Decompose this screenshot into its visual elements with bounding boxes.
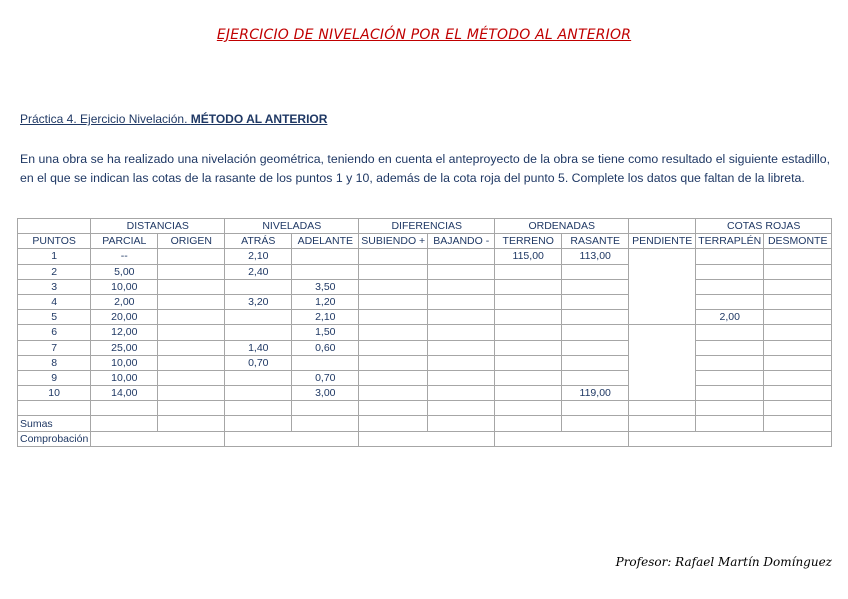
cell-parcial: 10,00 — [91, 355, 158, 370]
blank-cell — [629, 219, 696, 234]
cell-subiendo — [359, 370, 428, 385]
table-row — [18, 370, 832, 385]
cell-rasante — [562, 310, 629, 325]
cell-terreno — [495, 386, 562, 401]
practice-subtitle — [20, 112, 327, 126]
sum-cell — [292, 416, 359, 431]
cell-terraplen: 2,00 — [696, 310, 764, 325]
sumas-row — [18, 416, 832, 431]
col-puntos: PUNTOS — [18, 234, 91, 249]
blank-cell — [18, 401, 91, 416]
cell-adelante: 0,70 — [292, 370, 359, 385]
cell-terreno — [495, 370, 562, 385]
col-pendiente: PENDIENTE — [629, 234, 696, 249]
group-distancias: DISTANCIAS — [91, 219, 225, 234]
cell-origen — [158, 279, 225, 294]
table-row — [18, 310, 832, 325]
check-cell — [495, 431, 629, 446]
cell-bajando — [428, 355, 495, 370]
cell-atras: 1,40 — [225, 340, 292, 355]
cell-bajando — [428, 310, 495, 325]
cell-rasante — [562, 279, 629, 294]
cell-parcial: 10,00 — [91, 279, 158, 294]
cell-terreno — [495, 325, 562, 340]
cell-origen — [158, 370, 225, 385]
cell-terreno — [495, 294, 562, 309]
cell-terraplen — [696, 355, 764, 370]
blank-cell — [696, 401, 764, 416]
cell-parcial: 14,00 — [91, 386, 158, 401]
blank-cell — [91, 401, 158, 416]
cell-terraplen — [696, 264, 764, 279]
cell-terraplen — [696, 325, 764, 340]
cell-subiendo — [359, 325, 428, 340]
cell-rasante: 113,00 — [562, 249, 629, 264]
cell-adelante: 1,20 — [292, 294, 359, 309]
blank-cell — [428, 401, 495, 416]
cell-subiendo — [359, 279, 428, 294]
cell-rasante — [562, 264, 629, 279]
document-title: EJERCICIO DE NIVELACIÓN POR EL MÉTODO AL ANTERIOR — [216, 27, 632, 43]
cell-bajando — [428, 370, 495, 385]
cell-parcial: 5,00 — [91, 264, 158, 279]
cell-desmonte — [764, 294, 832, 309]
sum-cell — [359, 416, 428, 431]
check-cell — [91, 431, 225, 446]
cell-terraplen — [696, 340, 764, 355]
cell-subiendo — [359, 310, 428, 325]
sum-cell — [428, 416, 495, 431]
cell-atras — [225, 310, 292, 325]
col-parcial: PARCIAL — [91, 234, 158, 249]
cell-parcial: -- — [91, 249, 158, 264]
cell-rasante — [562, 340, 629, 355]
cell-rasante — [562, 370, 629, 385]
sum-cell — [696, 416, 764, 431]
cell-adelante: 3,50 — [292, 279, 359, 294]
cell-pendiente-2 — [629, 325, 696, 401]
cell-terreno: 115,00 — [495, 249, 562, 264]
professor-signature: Profesor: Rafael Martín Domínguez — [615, 555, 832, 569]
sum-cell — [562, 416, 629, 431]
cell-punto: 5 — [18, 310, 91, 325]
cell-adelante — [292, 264, 359, 279]
cell-atras: 2,10 — [225, 249, 292, 264]
cell-desmonte — [764, 370, 832, 385]
cell-desmonte — [764, 310, 832, 325]
cell-adelante: 3,00 — [292, 386, 359, 401]
cell-pendiente-1 — [629, 249, 696, 325]
cell-origen — [158, 325, 225, 340]
cell-desmonte — [764, 264, 832, 279]
col-rasante: RASANTE — [562, 234, 629, 249]
sum-cell — [495, 416, 562, 431]
blank-cell — [629, 401, 696, 416]
cell-adelante: 0,60 — [292, 340, 359, 355]
spacer-row — [18, 401, 832, 416]
col-subiendo: SUBIENDO + — [359, 234, 428, 249]
cell-desmonte — [764, 386, 832, 401]
sum-cell — [764, 416, 832, 431]
sum-cell — [91, 416, 158, 431]
cell-bajando — [428, 386, 495, 401]
check-cell — [225, 431, 359, 446]
cell-punto: 4 — [18, 294, 91, 309]
cell-terreno — [495, 279, 562, 294]
subtitle-prefix: Práctica 4. Ejercicio Nivelación. — [20, 112, 191, 126]
cell-adelante: 2,10 — [292, 310, 359, 325]
cell-terraplen — [696, 294, 764, 309]
cell-subiendo — [359, 294, 428, 309]
cell-origen — [158, 310, 225, 325]
cell-desmonte — [764, 325, 832, 340]
blank-cell — [562, 401, 629, 416]
col-terreno: TERRENO — [495, 234, 562, 249]
cell-atras: 3,20 — [225, 294, 292, 309]
cell-punto: 3 — [18, 279, 91, 294]
cell-bajando — [428, 294, 495, 309]
blank-cell — [764, 401, 832, 416]
cell-punto: 6 — [18, 325, 91, 340]
cell-origen — [158, 249, 225, 264]
col-terraplen: TERRAPLÉN — [696, 234, 764, 249]
table-row — [18, 340, 832, 355]
cell-subiendo — [359, 340, 428, 355]
cell-terreno — [495, 310, 562, 325]
group-niveladas: NIVELADAS — [225, 219, 359, 234]
cell-parcial: 12,00 — [91, 325, 158, 340]
cell-origen — [158, 355, 225, 370]
cell-punto: 10 — [18, 386, 91, 401]
cell-atras — [225, 386, 292, 401]
cell-origen — [158, 340, 225, 355]
sum-cell — [158, 416, 225, 431]
cell-parcial: 25,00 — [91, 340, 158, 355]
blank-cell — [292, 401, 359, 416]
check-cell — [359, 431, 495, 446]
cell-bajando — [428, 279, 495, 294]
cell-punto: 9 — [18, 370, 91, 385]
table-row — [18, 264, 832, 279]
comprobacion-label: Comprobación — [18, 431, 91, 446]
cell-punto: 1 — [18, 249, 91, 264]
cell-parcial: 20,00 — [91, 310, 158, 325]
cell-punto: 7 — [18, 340, 91, 355]
group-diferencias: DIFERENCIAS — [359, 219, 495, 234]
group-header-row — [18, 219, 832, 234]
cell-adelante: 1,50 — [292, 325, 359, 340]
check-cell — [629, 431, 832, 446]
sum-cell — [629, 416, 696, 431]
cell-bajando — [428, 264, 495, 279]
cell-subiendo — [359, 355, 428, 370]
cell-rasante: 119,00 — [562, 386, 629, 401]
cell-subiendo — [359, 264, 428, 279]
col-desmonte: DESMONTE — [764, 234, 832, 249]
column-header-row — [18, 234, 832, 249]
subtitle-method: MÉTODO AL ANTERIOR — [190, 112, 328, 126]
cell-rasante — [562, 325, 629, 340]
cell-bajando — [428, 249, 495, 264]
cell-terraplen — [696, 370, 764, 385]
cell-origen — [158, 264, 225, 279]
col-atras: ATRÁS — [225, 234, 292, 249]
cell-punto: 8 — [18, 355, 91, 370]
table-row — [18, 279, 832, 294]
exercise-statement: En una obra se ha realizado una nivelación geométrica, teniendo en cuenta el anteproyecto de la obra se tiene como resultado el siguiente estadillo, en el que se indican las cotas de la rasante de los puntos 1 y 10, además de la cota roja del punto 5. Complete los datos que faltan de la libreta. — [20, 152, 830, 185]
cell-parcial: 2,00 — [91, 294, 158, 309]
group-ordenadas: ORDENADAS — [495, 219, 629, 234]
cell-bajando — [428, 340, 495, 355]
blank-cell — [495, 401, 562, 416]
comprobacion-row — [18, 431, 832, 446]
group-cotas-rojas: COTAS ROJAS — [696, 219, 832, 234]
cell-punto: 2 — [18, 264, 91, 279]
cell-rasante — [562, 294, 629, 309]
table-row — [18, 249, 832, 264]
cell-subiendo — [359, 386, 428, 401]
cell-subiendo — [359, 249, 428, 264]
col-bajando: BAJANDO - — [428, 234, 495, 249]
cell-desmonte — [764, 249, 832, 264]
table-row — [18, 325, 832, 340]
cell-parcial: 10,00 — [91, 370, 158, 385]
cell-desmonte — [764, 279, 832, 294]
cell-atras: 0,70 — [225, 355, 292, 370]
cell-desmonte — [764, 355, 832, 370]
cell-atras — [225, 325, 292, 340]
table-row — [18, 294, 832, 309]
blank-cell — [225, 401, 292, 416]
cell-terreno — [495, 264, 562, 279]
cell-atras — [225, 279, 292, 294]
cell-terraplen — [696, 386, 764, 401]
sum-cell — [225, 416, 292, 431]
blank-cell — [158, 401, 225, 416]
col-adelante: ADELANTE — [292, 234, 359, 249]
table-row — [18, 386, 832, 401]
blank-cell — [359, 401, 428, 416]
blank-cell — [18, 219, 91, 234]
table-row — [18, 355, 832, 370]
cell-desmonte — [764, 340, 832, 355]
cell-terreno — [495, 355, 562, 370]
cell-atras: 2,40 — [225, 264, 292, 279]
cell-rasante — [562, 355, 629, 370]
leveling-table — [17, 218, 832, 447]
cell-adelante — [292, 355, 359, 370]
cell-terraplen — [696, 279, 764, 294]
cell-terraplen — [696, 249, 764, 264]
cell-origen — [158, 386, 225, 401]
cell-adelante — [292, 249, 359, 264]
cell-terreno — [495, 340, 562, 355]
cell-bajando — [428, 325, 495, 340]
cell-atras — [225, 370, 292, 385]
cell-origen — [158, 294, 225, 309]
col-origen: ORIGEN — [158, 234, 225, 249]
sumas-label: Sumas — [18, 416, 91, 431]
